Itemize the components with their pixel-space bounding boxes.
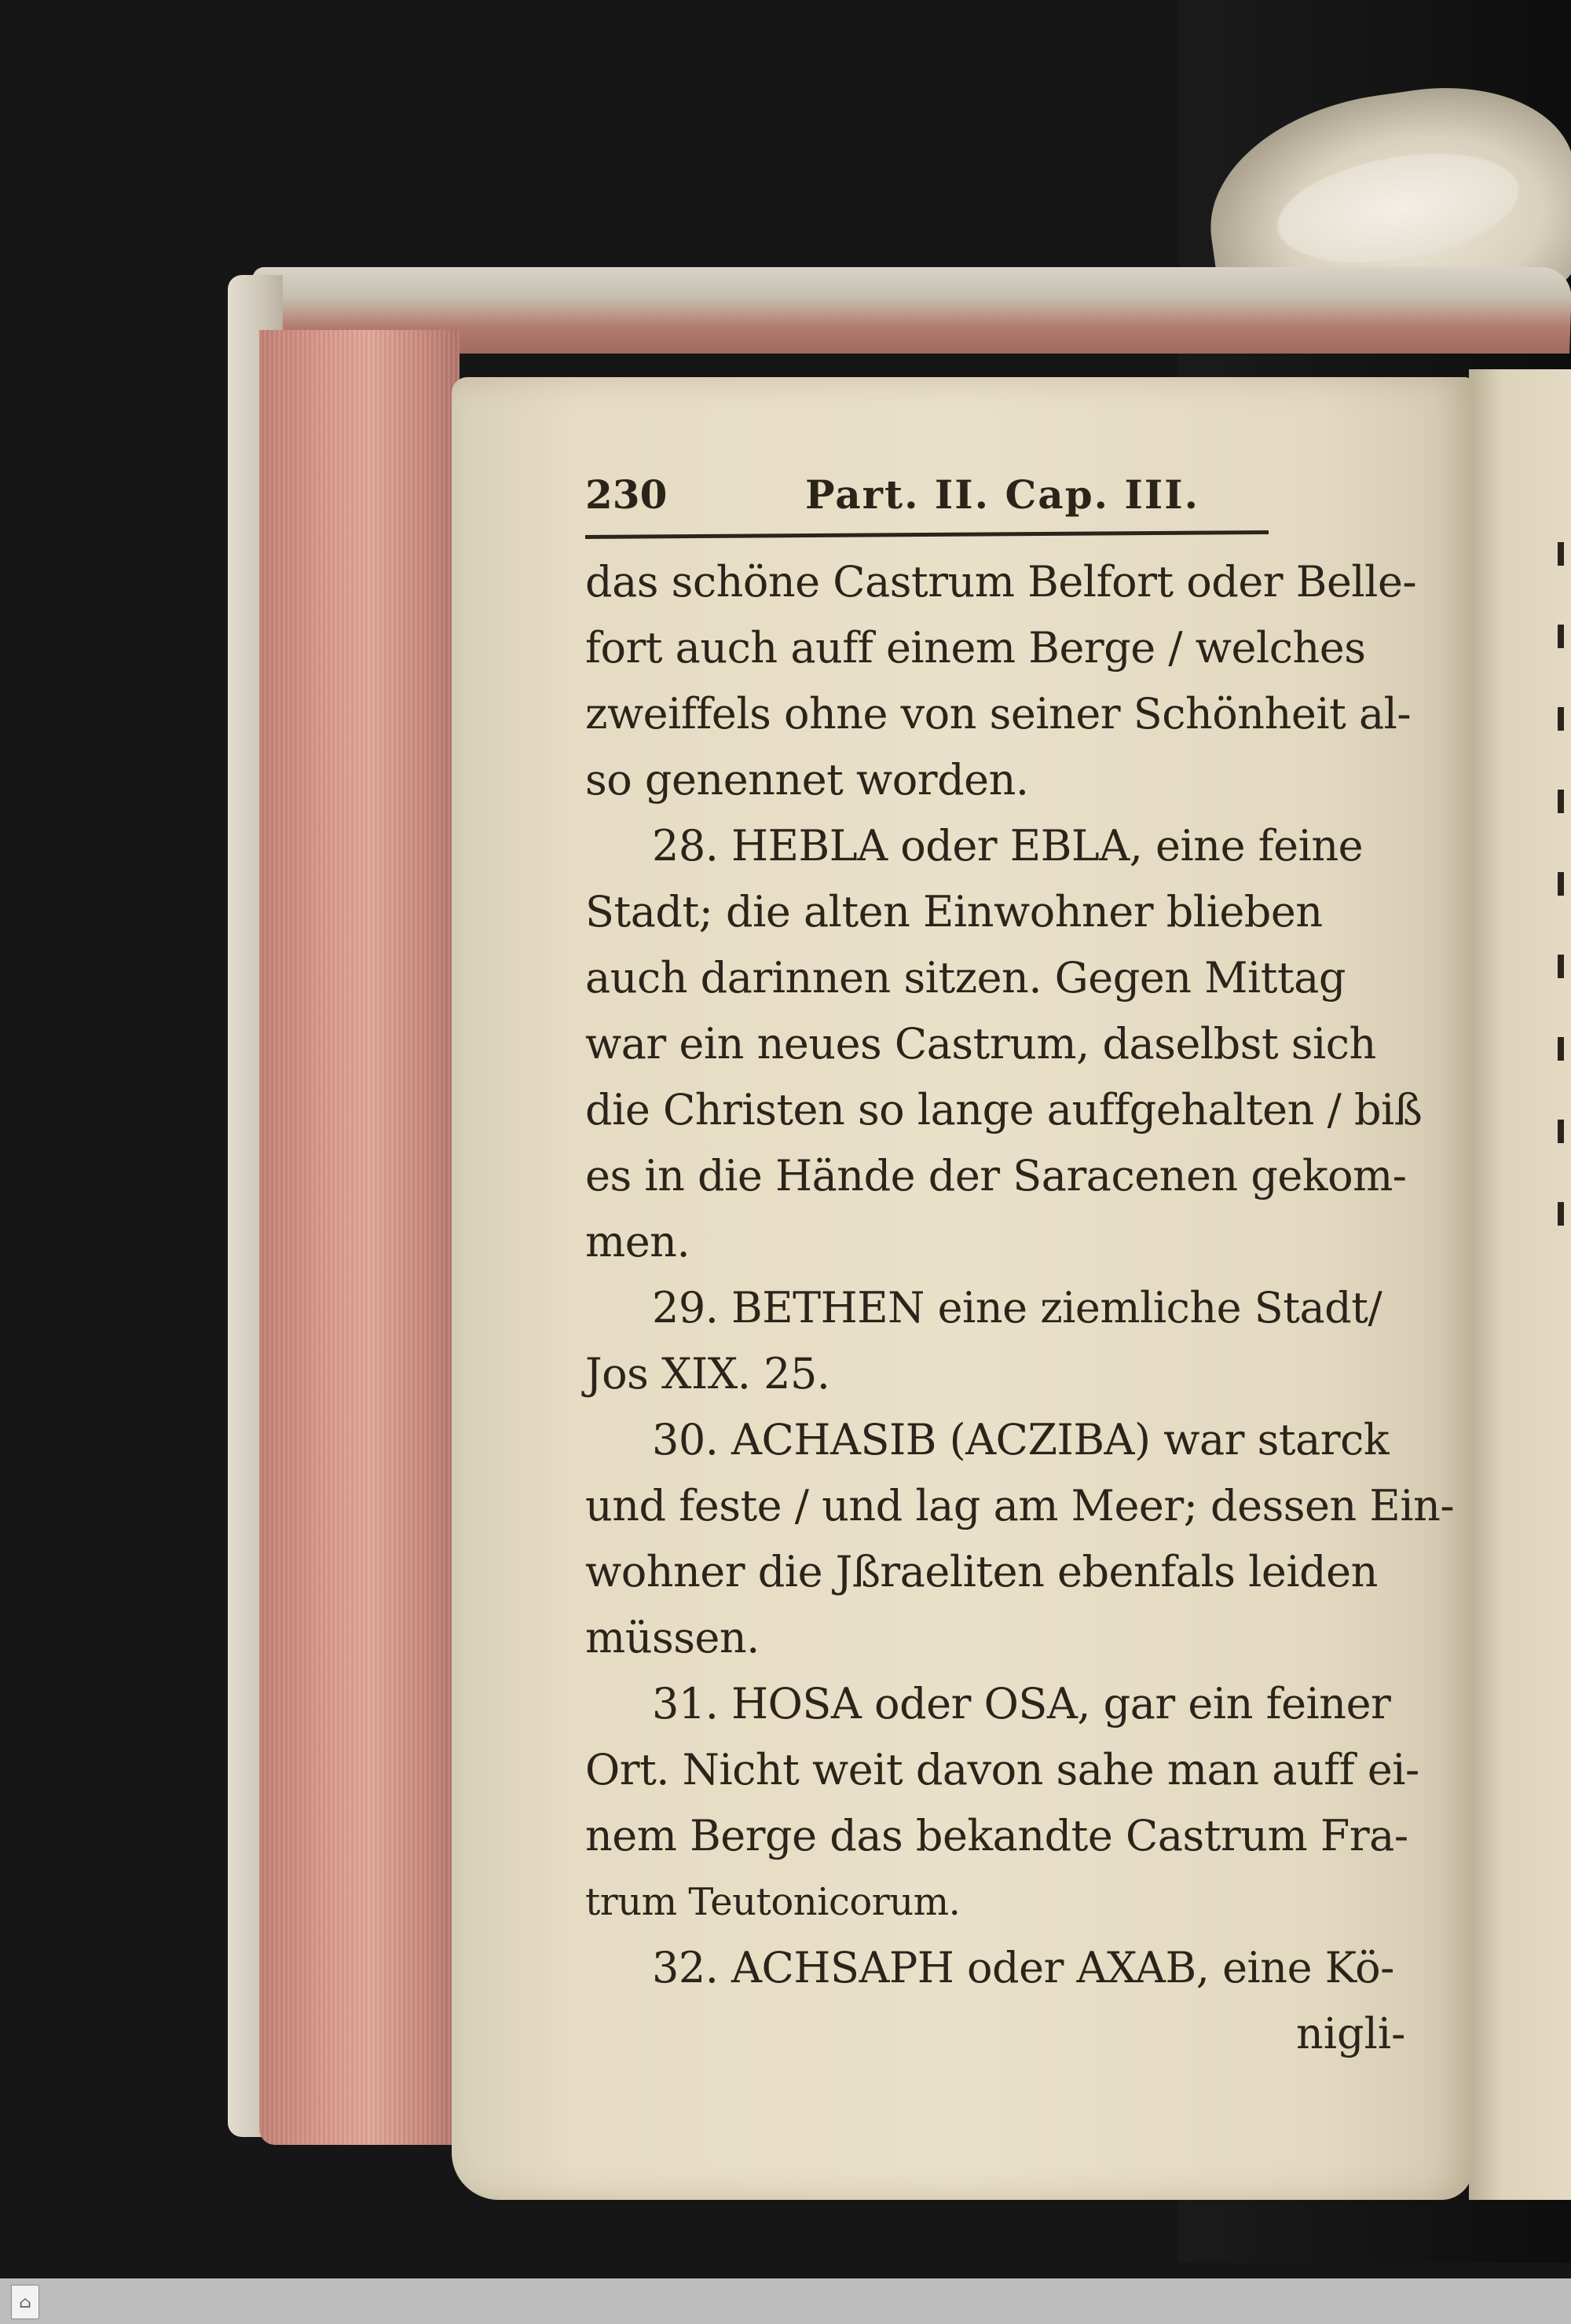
page-header <box>585 471 1402 526</box>
text-line: 32. ACHSAPH oder AXAB, eine Kö- <box>652 1943 1394 1992</box>
text-line: so genennet worden. <box>585 755 1029 805</box>
text-line: Stadt; die alten Einwohner blieben <box>585 887 1323 937</box>
text-line: wohner die Jßraeliten ebenfals leiden <box>585 1547 1378 1596</box>
text-line: fort auch auff einem Berge / welches <box>585 623 1366 673</box>
text-line: 29. BETHEN eine ziemliche Stadt/ <box>652 1283 1382 1332</box>
text-line: war ein neues Castrum, daselbst sich <box>585 1019 1376 1069</box>
page-number: 230 <box>585 471 668 518</box>
text-line: es in die Hände der Saracenen gekom- <box>585 1151 1407 1200</box>
text-line: Ort. Nicht weit davon sahe man auff ei- <box>585 1745 1419 1794</box>
text-line: 30. ACHASIB (ACZIBA) war starck <box>652 1415 1390 1464</box>
text-line: nem Berge das bekandte Castrum Fra- <box>585 1811 1408 1860</box>
text-line: auch darinnen sitzen. Gegen Mittag <box>585 953 1346 1003</box>
text-line: men. <box>585 1217 690 1266</box>
text-line: zweiffels ohne von seiner Schönheit al- <box>585 689 1412 739</box>
facing-page-text-fragments <box>1551 542 1571 1249</box>
text-line: das schöne Castrum Belfort oder Belle- <box>585 557 1417 607</box>
running-head: Part. II. Cap. III. <box>805 471 1200 518</box>
text-line: müssen. <box>585 1613 760 1662</box>
text-line: Jos XIX. 25. <box>585 1349 830 1398</box>
header-rule <box>585 530 1269 539</box>
page-text-block <box>585 471 1455 2067</box>
text-line: 31. HOSA oder OSA, gar ein feiner <box>652 1679 1391 1728</box>
library-logo-icon: ⌂ <box>11 2285 39 2319</box>
text-line: und feste / und lag am Meer; dessen Ein- <box>585 1481 1455 1530</box>
text-line: 28. HEBLA oder EBLA, eine feine <box>652 821 1364 871</box>
text-line: die Christen so lange auffgehalten / biß <box>585 1085 1423 1135</box>
viewer-footer-bar <box>0 2278 1571 2324</box>
text-line: trum Teutonicorum. <box>585 1880 961 1924</box>
catchword: nigli- <box>1296 2009 1406 2058</box>
red-fore-edge <box>259 330 460 2145</box>
